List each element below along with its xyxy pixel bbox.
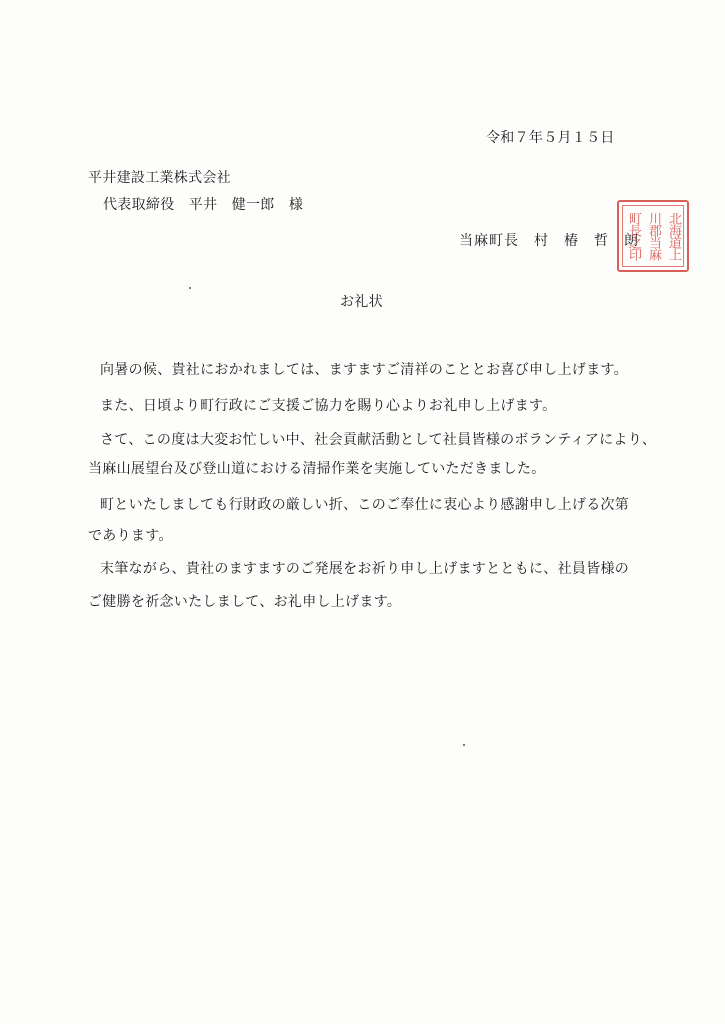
seal-inner-frame bbox=[622, 205, 684, 267]
sender-name: 当麻町長 村 椿 哲 朗 bbox=[459, 233, 639, 249]
body-line: ご健勝を祈念いたしまして、お礼申し上げます。 bbox=[88, 594, 402, 610]
official-seal bbox=[617, 200, 689, 272]
letter-date: 令和７年５月１５日 bbox=[486, 130, 615, 146]
body-line: 当麻山展望台及び登山道における清掃作業を実施していただきました。 bbox=[88, 461, 546, 477]
body-line: 末筆ながら、貴社のますますのご発展をお祈り申し上げますとともに、社員皆様の bbox=[100, 561, 630, 577]
scan-speck bbox=[463, 744, 465, 746]
addressee-person: 代表取締役 平井 健一郎 様 bbox=[103, 197, 304, 213]
body-line: 向暑の候、貴社におかれましては、ますますご清祥のこととお喜び申し上げます。 bbox=[100, 362, 628, 378]
seal-column-2: 川郡当麻 bbox=[646, 212, 661, 260]
body-line: 町といたしましても行財政の厳しい折、このご奉仕に衷心より感謝申し上げる次第 bbox=[100, 497, 630, 513]
scan-speck bbox=[189, 287, 191, 289]
addressee-company: 平井建設工業株式会社 bbox=[88, 170, 231, 186]
seal-column-1: 北海道上 bbox=[666, 212, 681, 260]
seal-column-3: 町長之印 bbox=[626, 212, 641, 260]
body-line: さて、この度は大変お忙しい中、社会貢献活動として社員皆様のボランティアにより、 bbox=[100, 432, 657, 448]
document-title: お礼状 bbox=[340, 294, 383, 310]
body-line: であります。 bbox=[88, 528, 173, 544]
body-line: また、日頃より町行政にご支援ご協力を賜り心よりお礼申し上げます。 bbox=[100, 398, 557, 414]
